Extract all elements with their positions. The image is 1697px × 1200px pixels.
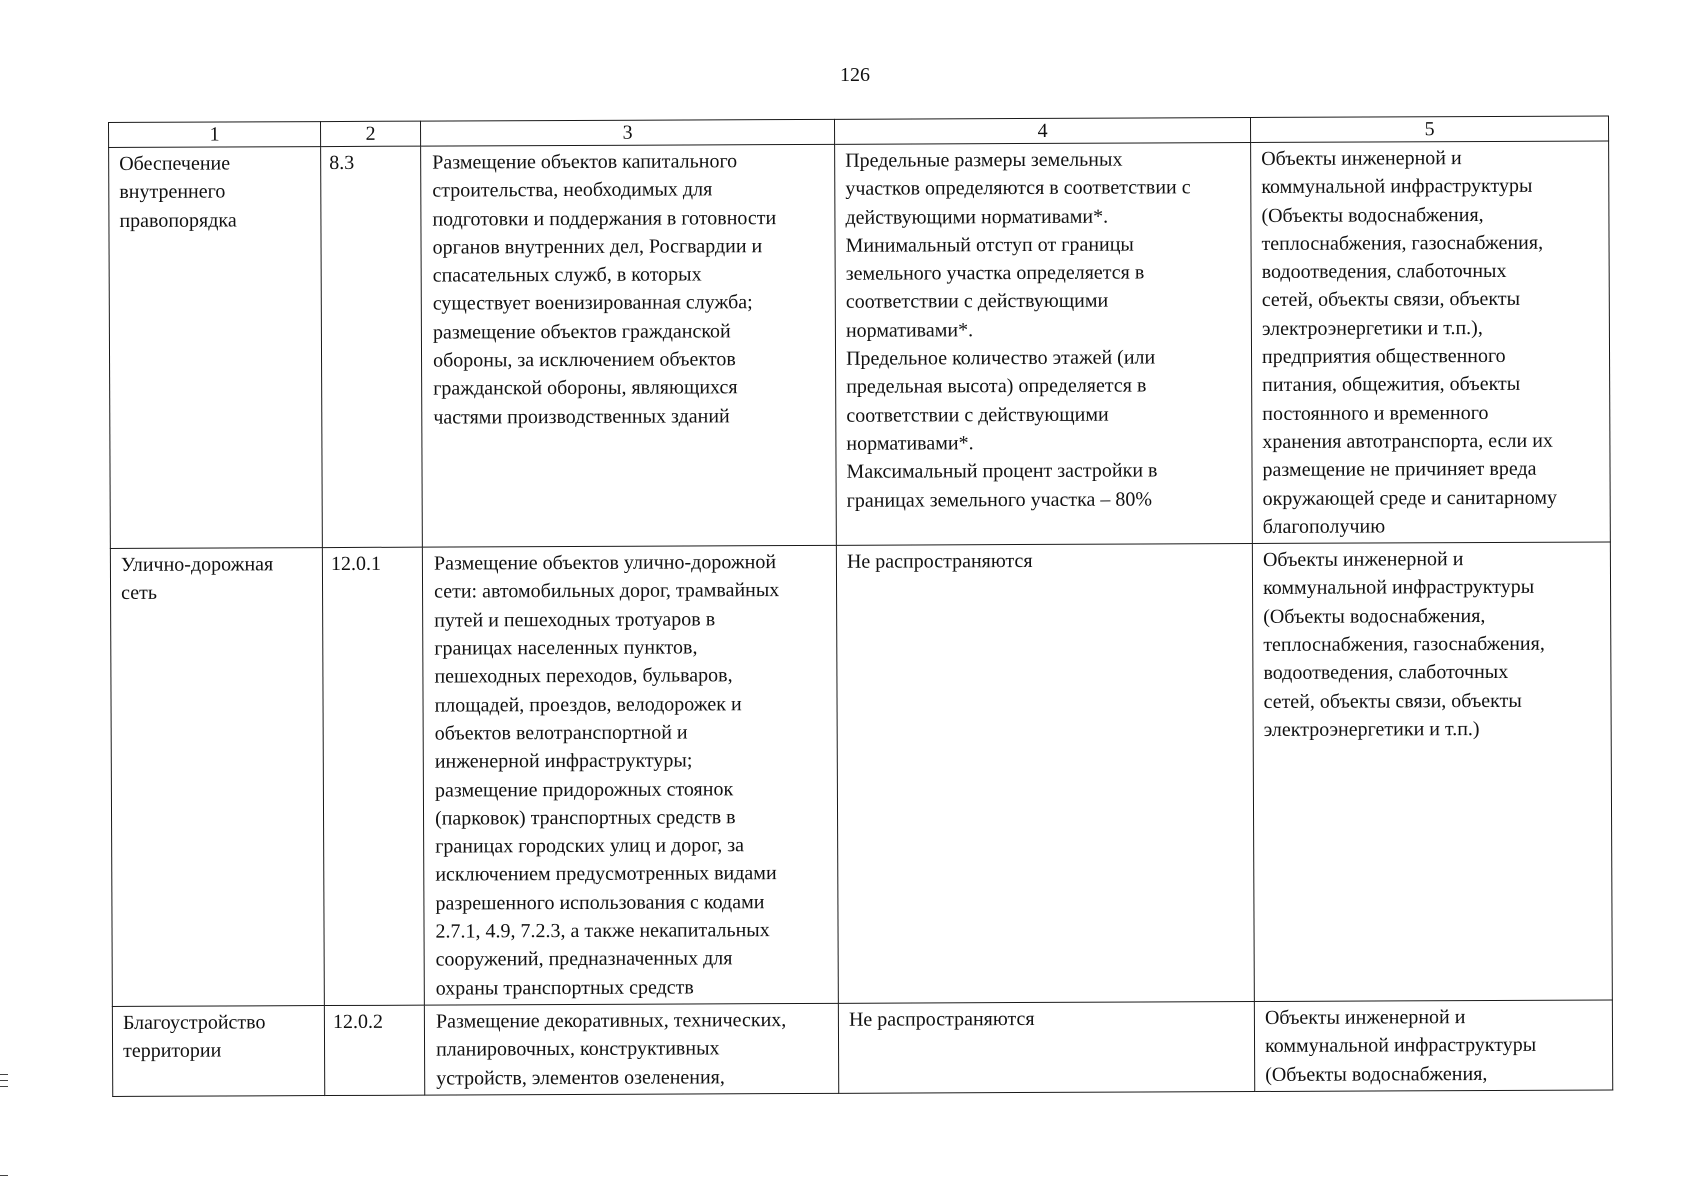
cell-line: нормативами*. [845,319,974,342]
cell-line: размещение объектов гражданской [432,320,731,344]
cell-line: Максимальный процент застройки в [846,459,1158,484]
cell-line: предприятия общественного [1261,344,1506,369]
cell-line: водоотведения, слаботочных [1263,661,1509,685]
auxiliary-cell [1251,141,1611,544]
cell-line: Размещение объектов капитального [432,150,738,174]
cell-line: внутреннего [119,180,226,204]
description-cell [421,144,837,547]
cell-line: теплоснабжения, газоснабжения, [1261,231,1544,255]
cell-line: коммунальной инфраструктуры [1264,1033,1537,1058]
cell-line: органов внутренних дел, Росгвардии и [432,235,763,259]
cell-line: обороны, за исключением объектов [432,348,736,372]
cell-line: участков определяются в соответствии с [845,176,1191,201]
type-code-cell: 12.0.1 [322,547,424,1005]
cell-line: электроэнергетики и т.п.) [1263,717,1480,741]
table-row [112,1000,1612,1096]
header-cell-1: 1 [109,122,321,148]
cell-line: сооружений, предназначенных для [435,947,733,971]
cell-line: Объекты инженерной и [1262,548,1464,572]
cell-line: соответствии с действующими [845,290,1109,314]
table-row [110,542,1612,1006]
scan-edge-mark [0,1080,8,1081]
cell-line: постоянного и временного [1262,401,1489,425]
cell-line: границах городских улиц и дорог, за [435,834,744,858]
cell-line: исключением предусмотренных видами [435,862,777,887]
cell-line: Размещение объектов улично-дорожной [433,551,777,575]
type-code-cell: 12.0.2 [324,1005,424,1095]
cell-line: Объекты инженерной и [1261,147,1462,170]
cell-line: соответствии с действующими [846,403,1109,427]
cell-line: размещение придорожных стоянок [434,777,734,802]
cell-line: Не распространяются [848,1007,1035,1031]
type-name-cell [112,1005,324,1096]
land-use-table [108,115,1613,1096]
cell-line: (парковок) транспортных средств в [434,806,736,830]
cell-line: существует военизированная служба; [432,291,753,316]
page-number: 126 [840,64,870,86]
cell-line: объектов велотранспортной и [434,721,688,745]
cell-line: частями производственных зданий [433,404,730,429]
cell-line: предельная высота) определяется в [846,374,1147,399]
cell-line: инженерной инфраструктуры; [434,749,693,773]
cell-line: Не распространяются [846,550,1033,573]
cell-line: Размещение декоративных, технических, [435,1008,787,1033]
auxiliary-cell [1254,1000,1612,1091]
cell-line: 2.7.1, 4.9, 7.2.3, а также некапитальных [435,919,770,943]
cell-line: сетей, объекты связи, объекты [1263,689,1522,713]
cell-line: действующими нормативами*. [845,205,1109,229]
cell-line: границах земельного участка – 80% [846,488,1153,512]
cell-line: окружающей среде и санитарному [1262,486,1557,510]
parameters-cell [836,544,1254,1004]
type-name-cell [110,548,324,1007]
header-cell-2: 2 [321,121,421,146]
cell-line: гражданской обороны, являющихся [433,376,738,400]
header-cell-3: 3 [420,119,834,146]
cell-line: Обеспечение [119,152,231,175]
cell-line: территории [123,1039,222,1063]
cell-line: охраны транспортных средств [435,976,694,1000]
cell-line: правопорядка [119,209,237,232]
cell-line: (Объекты водоснабжения, [1261,203,1484,227]
cell-line: Минимальный отступ от границы [845,233,1134,257]
cell-line: путей и пешеходных тротуаров в [434,608,716,632]
auxiliary-cell [1252,542,1612,1001]
cell-line: Благоустройство [122,1011,266,1034]
cell-line: питания, общежития, объекты [1262,373,1521,397]
cell-line: хранения автотранспорта, если их [1262,429,1553,453]
cell-line: сетей, объекты связи, объекты [1261,288,1521,312]
cell-line: разрешенного использования с кодами [435,890,765,915]
cell-line: электроэнергетики и т.п.), [1261,316,1483,340]
cell-line: устройств, элементов озеленения, [436,1065,725,1090]
cell-line: теплоснабжения, газоснабжения, [1263,632,1545,657]
cell-line: земельного участка определяется в [845,261,1145,285]
cell-line: нормативами*. [846,432,974,455]
cell-line: спасательных служб, в которых [432,263,702,287]
cell-line: строительства, необходимых для [432,178,713,202]
cell-line: площадей, проездов, велодорожек и [434,692,742,717]
cell-line: Улично-дорожная [120,553,274,577]
cell-line: коммунальной инфраструктуры [1262,576,1535,600]
cell-line: пешеходных переходов, бульваров, [434,664,733,688]
type-name-cell [109,147,323,549]
cell-line: границах населенных пунктов, [434,636,698,660]
description-cell [422,545,838,1005]
cell-line: (Объекты водоснабжения, [1263,604,1486,628]
description-cell [424,1003,838,1095]
header-cell-4: 4 [834,118,1250,145]
cell-line: Объекты инженерной и [1264,1005,1466,1029]
header-cell-5: 5 [1250,116,1608,143]
cell-line: Предельные размеры земельных [845,148,1123,172]
table-row [109,141,1611,549]
scan-edge-mark [0,1086,8,1087]
scan-edge-mark [0,1175,8,1176]
cell-line: планировочных, конструктивных [436,1037,720,1061]
cell-line: подготовки и поддержания в готовности [432,206,777,231]
type-code-cell: 8.3 [321,146,423,548]
cell-line: благополучию [1262,515,1386,538]
cell-line: Предельное количество этажей (или [845,346,1156,370]
cell-line: сеть [121,582,157,605]
cell-line: (Объекты водоснабжения, [1265,1062,1488,1086]
cell-line: размещение не причиняет вреда [1262,458,1537,482]
parameters-cell [838,1001,1254,1093]
cell-line: сети: автомобильных дорог, трамвайных [434,579,780,604]
cell-line: водоотведения, слаботочных [1261,260,1507,284]
cell-line: коммунальной инфраструктуры [1261,175,1533,199]
parameters-cell [835,143,1253,546]
scan-edge-mark [0,1074,8,1075]
